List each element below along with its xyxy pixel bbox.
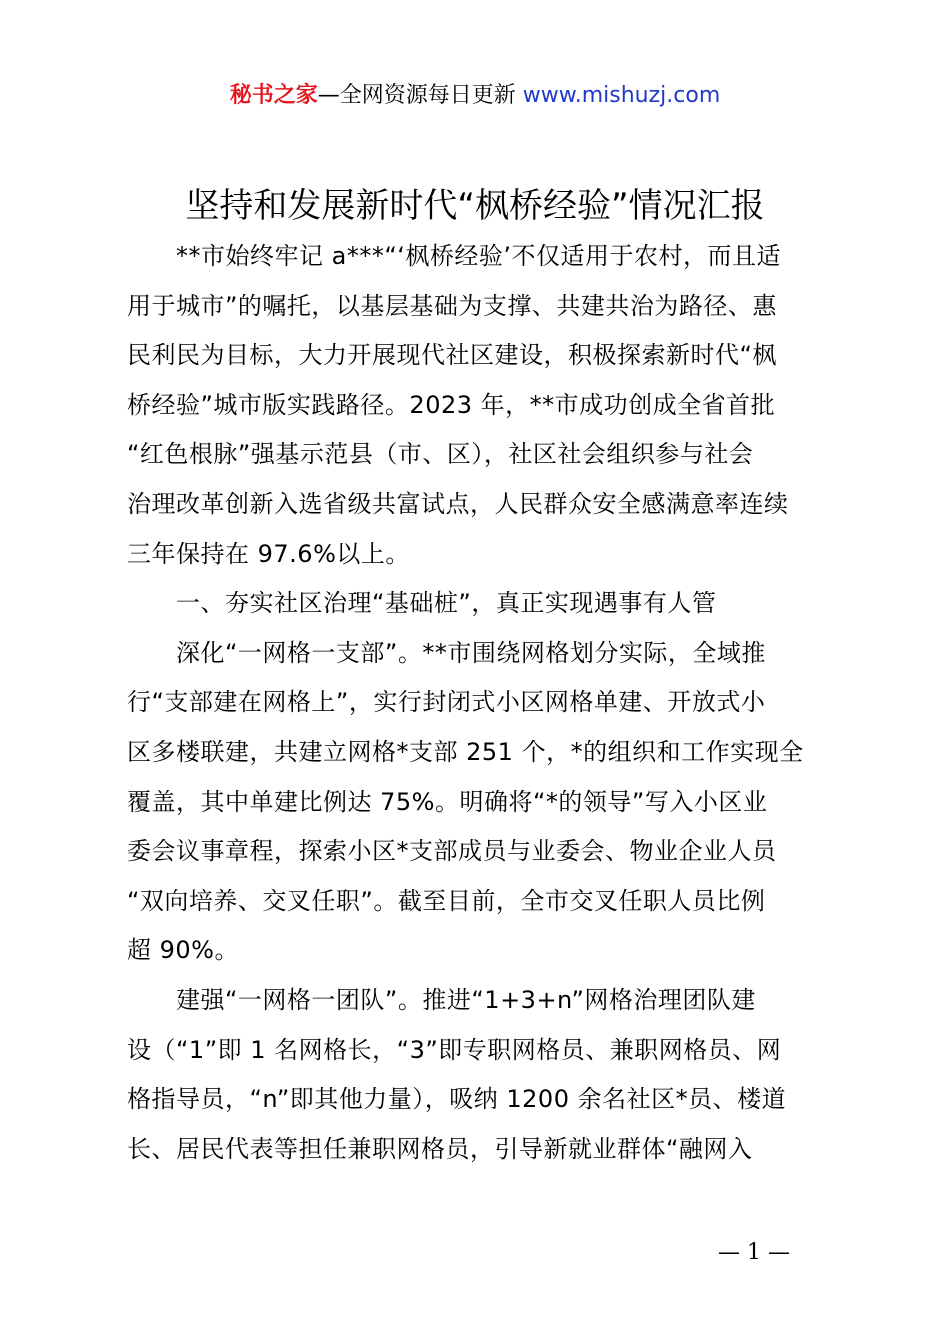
body-line: 区多楼联建，共建立网格*支部 251 个，*的组织和工作实现全 bbox=[127, 737, 804, 766]
body-line: 民利民为目标，大力开展现代社区建设，积极探索新时代“枫 bbox=[127, 341, 777, 370]
brand-name: 秘书之家 bbox=[229, 83, 318, 108]
site-header bbox=[0, 80, 950, 112]
body-line: 治理改革创新入选省级共富试点，人民群众安全感满意率连续 bbox=[127, 489, 789, 518]
body-line: 用于城市”的嘱托，以基层基础为支撑、共建共治为路径、惠 bbox=[127, 291, 777, 320]
body-line: 设（“1”即 1 名网格长，“3”即专职网格员、兼职网格员、网 bbox=[127, 1035, 782, 1064]
body-line: **市始终牢记 a***“‘枫桥经验’不仅适用于农村，而且适 bbox=[127, 242, 782, 270]
body-line: 建强“一网格一团队”。推进“1+3+n”网格治理团队建 bbox=[127, 985, 756, 1014]
body-line: “双向培养、交叉任职”。截至目前，全市交叉任职人员比例 bbox=[127, 886, 766, 915]
header-tagline: —全网资源每日更新 bbox=[317, 83, 516, 108]
document-title: 坚持和发展新时代“枫桥经验”情况汇报 bbox=[185, 186, 765, 226]
body-line: 长、居民代表等担任兼职网格员，引导新就业群体“融网入 bbox=[127, 1134, 753, 1163]
site-url-link[interactable]: www.mishuzj.com bbox=[522, 83, 721, 108]
body-line: 桥经验”城市版实践路径。2023 年，**市成功创成全省首批 bbox=[127, 390, 776, 419]
body-line: “红色根脉”强基示范县（市、区），社区社会组织参与社会 bbox=[127, 440, 754, 469]
section-heading: 一、夯实社区治理“基础桩”，真正实现遇事有人管 bbox=[127, 589, 717, 618]
page-number: — 1 — bbox=[718, 1240, 790, 1265]
body-line: 三年保持在 97.6%以上。 bbox=[127, 539, 410, 568]
body-line: 覆盖，其中单建比例达 75%。明确将“*的领导”写入小区业 bbox=[127, 787, 768, 816]
body-line: 超 90%。 bbox=[127, 936, 239, 965]
body-line: 深化“一网格一支部”。**市围绕网格划分实际，全域推 bbox=[127, 638, 766, 667]
document-body bbox=[127, 232, 834, 1174]
body-line: 行“支部建在网格上”，实行封闭式小区网格单建、开放式小 bbox=[127, 688, 766, 717]
body-line: 格指导员，“n”即其他力量），吸纳 1200 余名社区*员、楼道 bbox=[127, 1085, 787, 1114]
body-line: 委会议事章程，探索小区*支部成员与业委会、物业企业人员 bbox=[127, 837, 777, 866]
